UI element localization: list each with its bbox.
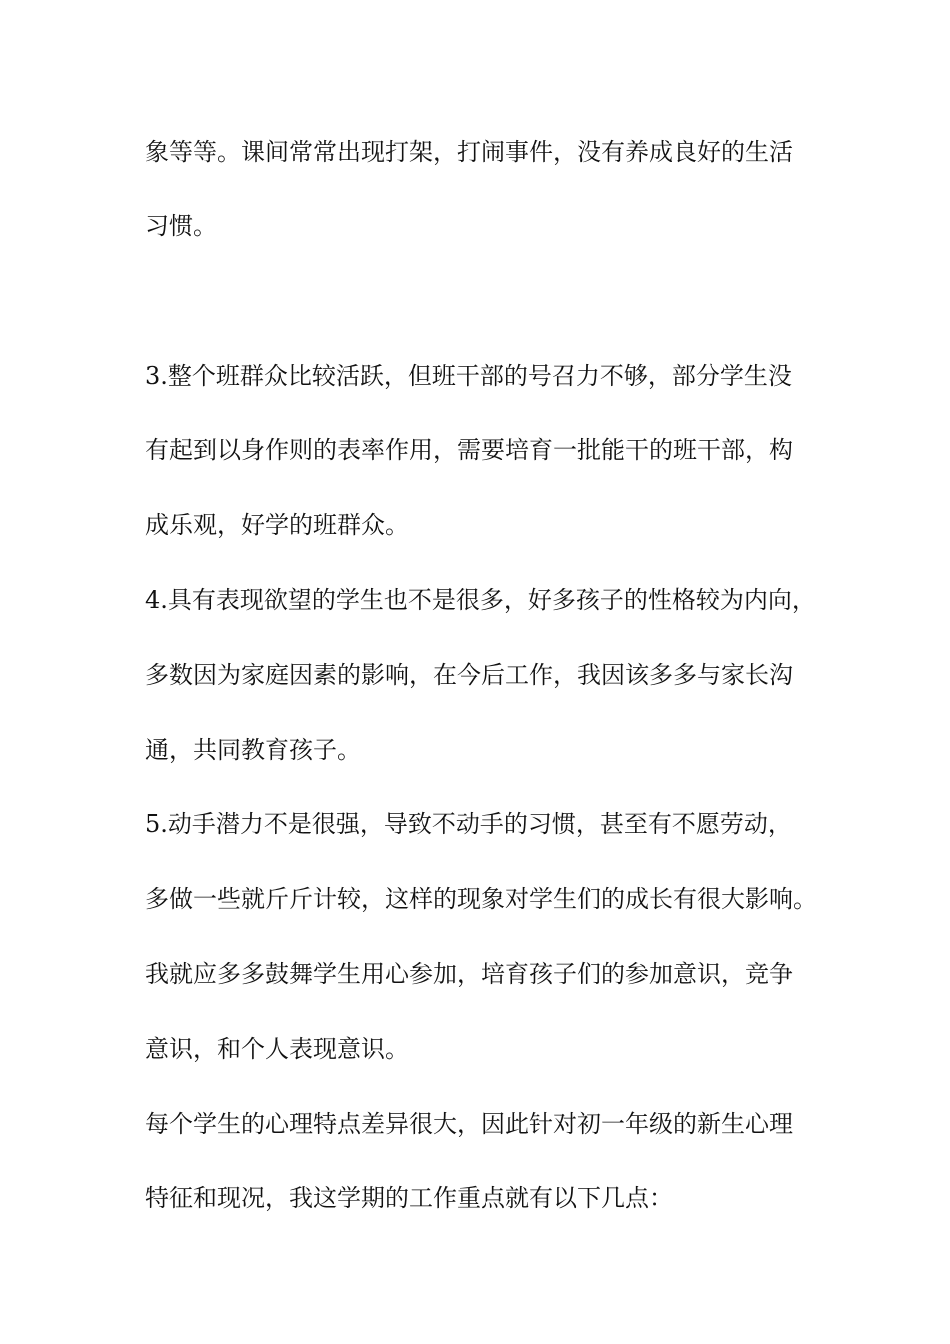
text-line: 每个学生的心理特点差异很大，因此针对初一年级的新生心理 [145,1110,793,1138]
text-line: 通，共同教育孩子。 [145,736,361,764]
text-line: 意识，和个人表现意识。 [145,1035,409,1063]
text-line: 成乐观，好学的班群众。 [145,511,409,539]
text-line: 特征和现况，我这学期的工作重点就有以下几点： [145,1184,673,1212]
text-line: 象等等。课间常常出现打架，打闹事件，没有养成良好的生活 [145,138,793,166]
text-line: 有起到以身作则的表率作用，需要培育一批能干的班干部，构 [145,436,793,464]
text-line: 4.具有表现欲望的学生也不是很多，好多孩子的性格较为内向， [145,586,816,614]
text-line: 3.整个班群众比较活跃，但班干部的号召力不够，部分学生没 [145,362,792,390]
text-line: 习惯。 [145,212,217,240]
text-line: 多做一些就斤斤计较，这样的现象对学生们的成长有很大影响。 [145,885,817,913]
text-line: 我就应多多鼓舞学生用心参加，培育孩子们的参加意识，竞争 [145,960,793,988]
text-line: 多数因为家庭因素的影响，在今后工作，我因该多多与家长沟 [145,661,793,689]
text-line: 5.动手潜力不是很强，导致不动手的习惯，甚至有不愿劳动， [145,810,792,838]
